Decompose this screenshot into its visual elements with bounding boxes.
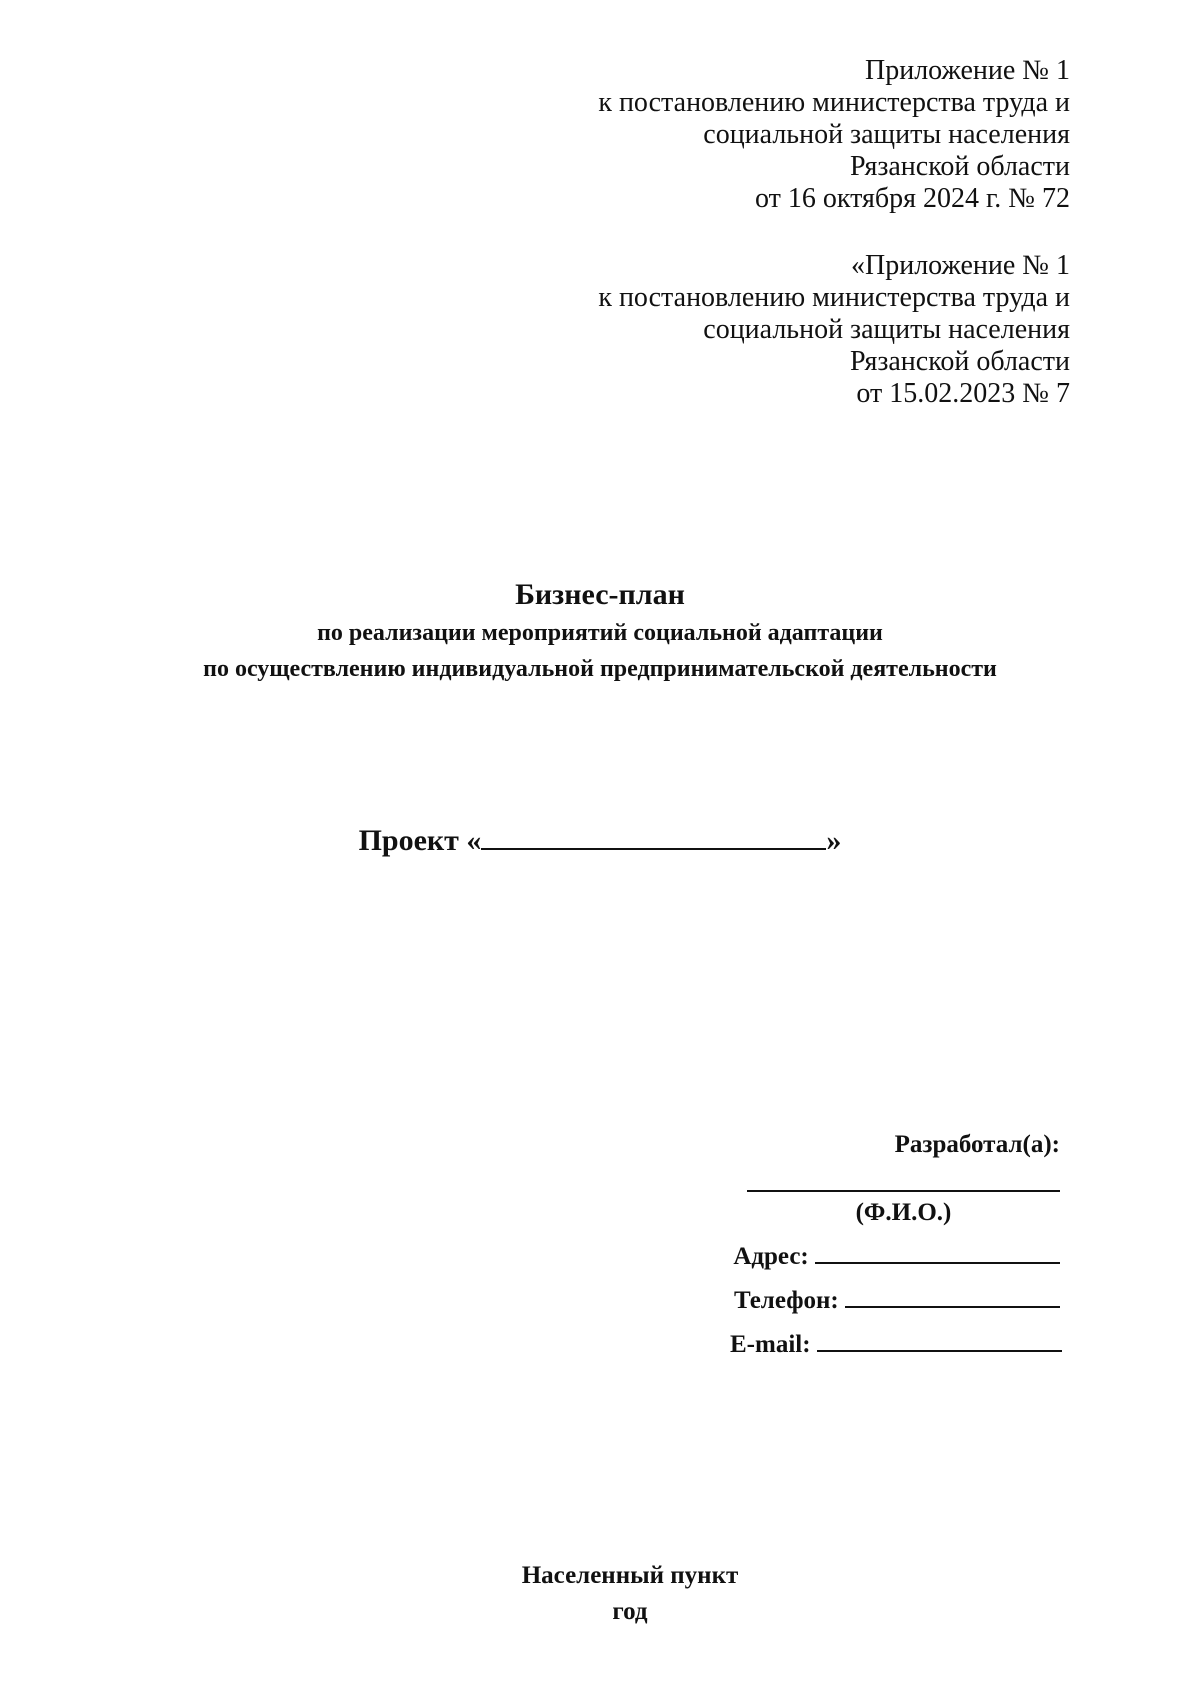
appendix-current-line: Приложение № 1: [865, 55, 1070, 86]
project-name-blank[interactable]: [481, 820, 826, 850]
locality-placeholder: Населенный пункт: [521, 1562, 739, 1589]
address-label: Адрес:: [733, 1243, 809, 1270]
email-label: E-mail:: [730, 1331, 811, 1358]
appendix-previous-line: «Приложение № 1: [851, 250, 1070, 281]
address-row: [730, 1240, 1060, 1272]
appendix-previous-line: к постановлению министерства труда и: [598, 282, 1070, 313]
document-title-block: [0, 577, 1200, 685]
footer-block: [0, 1558, 1200, 1630]
author-heading: Разработал(а):: [894, 1131, 1060, 1158]
project-closing-quote: »: [826, 824, 842, 857]
email-row: [730, 1328, 1060, 1360]
fio-blank[interactable]: [747, 1190, 1060, 1192]
phone-label: Телефон:: [733, 1287, 839, 1314]
author-block: [730, 1130, 1060, 1360]
fio-caption: (Ф.И.О.): [855, 1199, 952, 1226]
project-name-line: [0, 820, 1200, 859]
appendix-previous-line: от 15.02.2023 № 7: [856, 378, 1070, 409]
phone-blank[interactable]: [845, 1284, 1060, 1308]
appendix-current-line: социальной защиты населения: [703, 119, 1070, 150]
document-subtitle-line: по реализации мероприятий социальной адаптации: [317, 620, 883, 646]
appendix-current-line: Рязанской области: [849, 151, 1070, 182]
project-label: Проект «: [358, 824, 482, 857]
phone-row: [730, 1284, 1060, 1316]
appendix-previous-line: социальной защиты населения: [703, 314, 1070, 345]
document-title: Бизнес-план: [515, 578, 685, 611]
email-blank[interactable]: [817, 1328, 1062, 1352]
appendix-current-line: к постановлению министерства труда и: [598, 87, 1070, 118]
appendix-current-line: от 16 октября 2024 г. № 72: [754, 183, 1070, 214]
appendix-header-previous: [598, 250, 1070, 410]
appendix-previous-line: Рязанской области: [849, 346, 1070, 377]
address-blank[interactable]: [815, 1240, 1060, 1264]
appendix-header-current: [598, 55, 1070, 215]
document-subtitle-line: по осуществлению индивидуальной предпринимательской деятельности: [203, 656, 997, 682]
year-placeholder: год: [612, 1598, 648, 1625]
